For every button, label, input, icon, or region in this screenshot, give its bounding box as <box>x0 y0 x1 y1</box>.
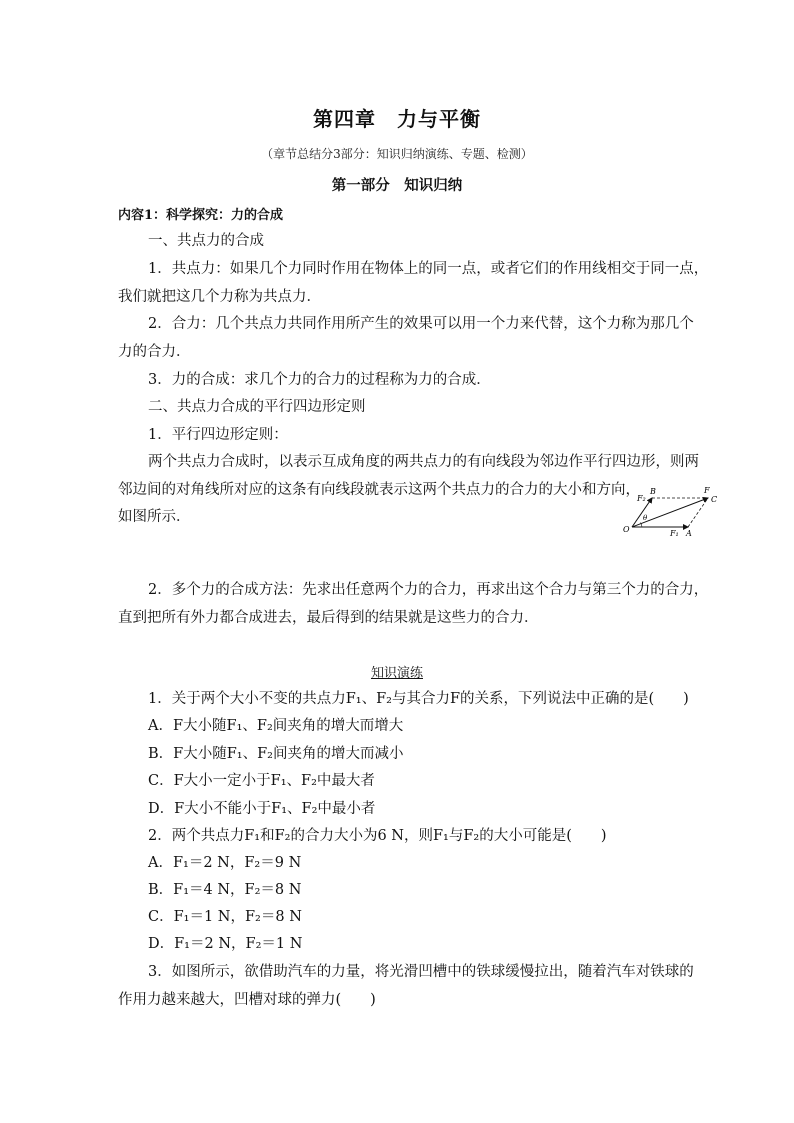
rule-text-2: 邻边间的对角线所对应的这条有向线段就表示这两个共点力的合力的大小和方向， <box>118 482 640 498</box>
q3-stem-2: 作用力越来越大，凹槽对球的弹力( ) <box>118 992 376 1008</box>
paragraph-concurrent-force-2: 我们就把这几个力称为共点力． <box>118 289 321 305</box>
label-b: B <box>650 487 656 496</box>
multi-force-text-2: 直到把所有外力都合成进去，最后得到的结果就是这些力的合力． <box>118 610 539 626</box>
multi-force-text-1: 2．多个力的合成方法：先求出任意两个力的合力，再求出这个合力与第三个力的合力， <box>148 582 709 598</box>
q2-option-b: B．F₁＝4 N，F₂＝8 N <box>148 882 302 898</box>
q1-option-b: B．F大小随F₁、F₂间夹角的增大而减小 <box>148 746 404 762</box>
chapter-subtitle: （章节总结分3部分：知识归纳演练、专题、检测） <box>261 147 533 161</box>
label-c: C <box>711 495 718 504</box>
q1-option-c: C．F大小一定小于F₁、F₂中最大者 <box>148 773 375 789</box>
label-o: O <box>623 525 630 534</box>
practice-heading <box>0 664 794 684</box>
q2-option-d: D．F₁＝2 N，F₂＝1 N <box>148 936 303 952</box>
chapter-title: 第四章 力与平衡 <box>313 107 481 131</box>
q1-stem: 1．关于两个大小不变的共点力F₁、F₂与其合力F的关系，下列说法中正确的是( ) <box>148 691 689 707</box>
label-f1: F₁ <box>670 529 679 538</box>
label-theta: θ <box>643 514 648 522</box>
rule-text-3: 如图所示． <box>118 509 191 525</box>
paragraph-concurrent-force-1: 1．共点力：如果几个力同时作用在物体上的同一点，或者它们的作用线相交于同一点， <box>148 261 709 277</box>
paragraph-composition: 3．力的合成：求几个力的合力的过程称为力的合成． <box>148 372 491 388</box>
subheading-2: 二、共点力合成的平行四边形定则 <box>148 399 366 415</box>
q1-option-a: A．F大小随F₁、F₂间夹角的增大而增大 <box>148 718 404 734</box>
content-heading: 内容1：科学探究：力的合成 <box>118 208 284 223</box>
q1-option-d: D．F大小不能小于F₁、F₂中最小者 <box>148 801 376 817</box>
rule-text-1: 两个共点力合成时，以表示互成角度的两共点力的有向线段为邻边作平行四边形，则两 <box>148 454 699 470</box>
q2-option-a: A．F₁＝2 N，F₂＝9 N <box>148 855 302 871</box>
section-heading: 第一部分 知识归纳 <box>331 177 463 194</box>
label-f: F <box>704 486 710 495</box>
subheading-1: 一、共点力的合成 <box>148 233 264 249</box>
parallelogram-diagram <box>622 483 726 539</box>
paragraph-resultant-2: 力的合力． <box>118 344 191 360</box>
q3-stem-1: 3．如图所示，欲借助汽车的力量，将光滑凹槽中的铁球缓慢拉出，随着汽车对铁球的 <box>148 964 694 980</box>
practice-heading-text: 知识演练 <box>370 666 423 681</box>
label-a: A <box>686 529 692 538</box>
paragraph-resultant-1: 2．合力：几个共点力共同作用所产生的效果可以用一个力来代替，这个力称为那几个 <box>148 316 694 332</box>
label-f2: F₂ <box>637 494 646 503</box>
q2-stem: 2．两个共点力F₁和F₂的合力大小为6 N，则F₁与F₂的大小可能是( ) <box>148 828 607 844</box>
q2-option-c: C．F₁＝1 N，F₂＝8 N <box>148 909 302 925</box>
rule-title: 1．平行四边形定则： <box>148 427 288 443</box>
